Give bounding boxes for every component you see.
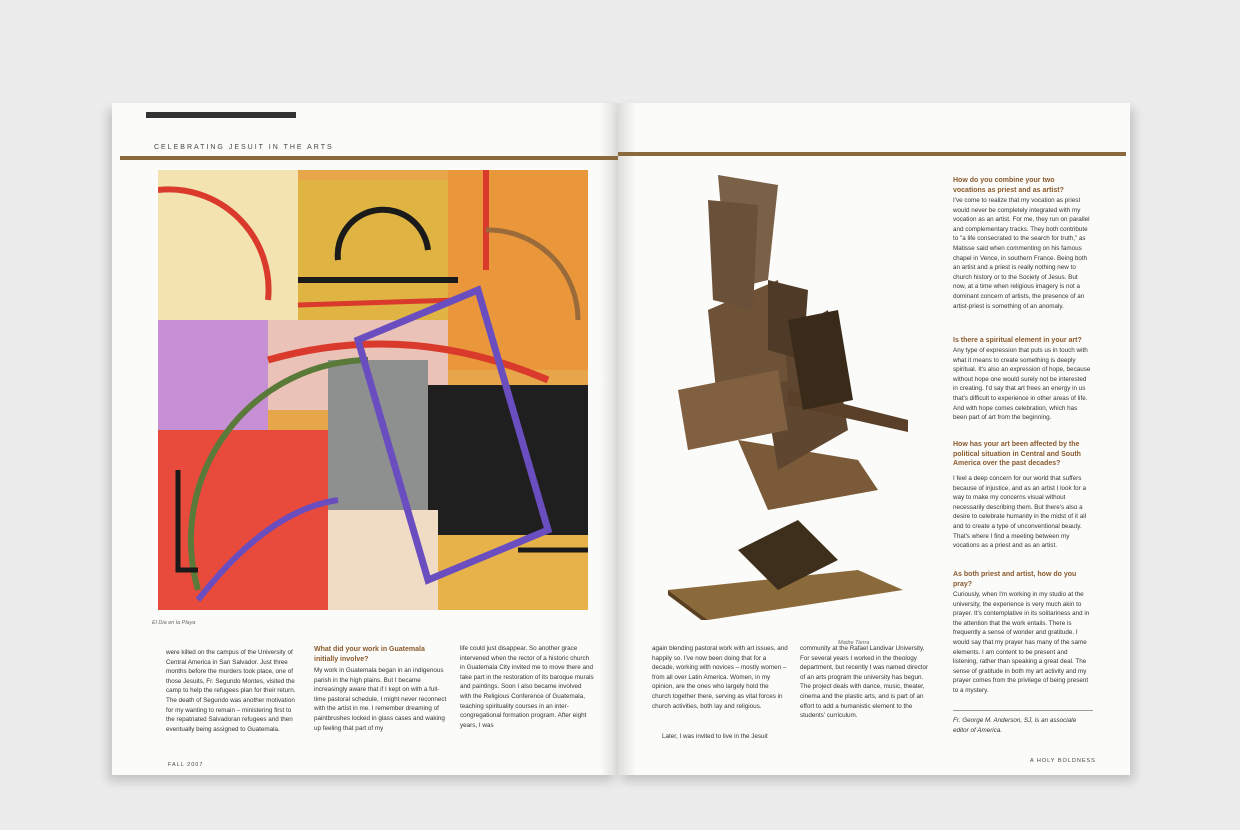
answer-vocations: I've come to realize that my vocation as priest would never be completely integrated with my vocation as an artist. For me, they run on parallel and complementary tracks. They both contribute to "a life consecrated to the search for truth," as Matisse said when commenting on his famous chapel in Vence, in southern France. Being both an artist and a priest is really nothing new to church history or to the Society of Jesus. But now, at a time when religious imagery is not a dominant concern of artists, the presence of an artist-priest is something of an anomaly. [953, 197, 1090, 310]
question-guatemala: What did your work in Guatemala initially involve? [314, 646, 425, 663]
question-spiritual: Is there a spiritual element in your art? [953, 337, 1082, 344]
sculpture-photo [648, 170, 918, 620]
column-4-text: again blending pastoral work with art issues, and happily so. I've now been doing that for a decade, working with novices – mostly women – from all over Latin America. Women, in my opinion, are the ones who largely hold the church together there, serving as vital forces in church activities, both lay and religious. [652, 645, 788, 710]
author-byline: Fr. George M. Anderson, SJ, is an associate editor of America. [953, 717, 1077, 734]
footer-title: A HOLY BOLDNESS [1030, 758, 1096, 764]
abstract-painting [158, 170, 588, 610]
column-1-text: were killed on the campus of the University of Central America in San Salvador. Just three months before the murders took place, one of those Jesuits, Fr. Segundo Montes, visited the camp to help the refugees plan for their return. The death of Segundo was another motivation for my wanting to remain – ministering first to the repatriated Salvadoran refugees and then eventually being assigned to Guatemala. [166, 649, 296, 733]
byline-rule [953, 710, 1093, 711]
answer-political: I feel a deep concern for our world that suffers because of injustice, and as an artist I look for a way to make my concerns visual without necessarily describing them. But there's also a desire to celebrate humanity in the midst of it all and to create a type of unconventional beauty. That's where I find a meeting between my vocations as a priest and as an artist. [953, 475, 1087, 550]
column-3-text: life could just disappear. So another grace intervened when the rector of a historic church in Guatemala City invited me to move there and take part in the restoration of its baroque murals and paintings. Soon I also became involved with the Religious Conference of Guatemala, teaching spirituality courses in an inter-congregational formation program. After eight years, I was [460, 645, 594, 729]
header-rule-right [618, 152, 1126, 156]
question-political: How has your art been affected by the political situation in Central and South America over the past decades? [953, 441, 1081, 468]
footer-issue: FALL 2007 [168, 762, 204, 768]
answer-pray: Curiously, when I'm working in my studio at the university, the experience is very much akin to prayer. It's contemplative in its solitariness and in the attention that the work entails. There is frequently a sense of wonder and gratitude. I would say that my prayer has many of the same elements. I am content to be present and listening, rather than speaking a great deal. The sense of gratitude in both my art activity and my prayer comes from the privilege of being present to a mystery. [953, 591, 1090, 694]
question-pray: As both priest and artist, how do you pray? [953, 571, 1077, 588]
spine-shadow [600, 103, 636, 775]
sculpture-caption: Madre Tierra [838, 640, 870, 646]
painting-caption: El Dia en la Playa [152, 620, 196, 626]
question-vocations: How do you combine your two vocations as priest and as artist? [953, 177, 1064, 194]
column-5-text: community at the Rafael Landivar University. For several years I worked in the theology department, but recently I was named director of an arts program the university has begun. The project deals with dance, music, theater, cinema and the plastic arts, and is part of an effort to add a humanistic element to the students' curriculum. [800, 645, 929, 720]
section-header: CELEBRATING JESUIT IN THE ARTS [154, 144, 334, 151]
answer-spiritual: Any type of expression that puts us in touch with what it means to create something is deeply spiritual. It's also an expression of hope, because without hope one would surely not be interested in creating. I'd say that art frees an energy in us that's difficult to experience in other areas of life. And with hope comes celebration, which has been part of art from the beginning. [953, 347, 1091, 422]
column-4-continued: Later, I was invited to live in the Jesuit [662, 733, 768, 740]
header-rule-left [120, 156, 618, 160]
top-bar [146, 112, 296, 118]
column-2-text: My work in Guatemala began in an indigenous parish in the high plains. But I became increasingly aware that if I kept on with a full-time pastoral schedule, I might never reconnect with the artist in me. I remember dreaming of paintbrushes locked in glass cases and waking up feeling that part of my [314, 667, 447, 732]
